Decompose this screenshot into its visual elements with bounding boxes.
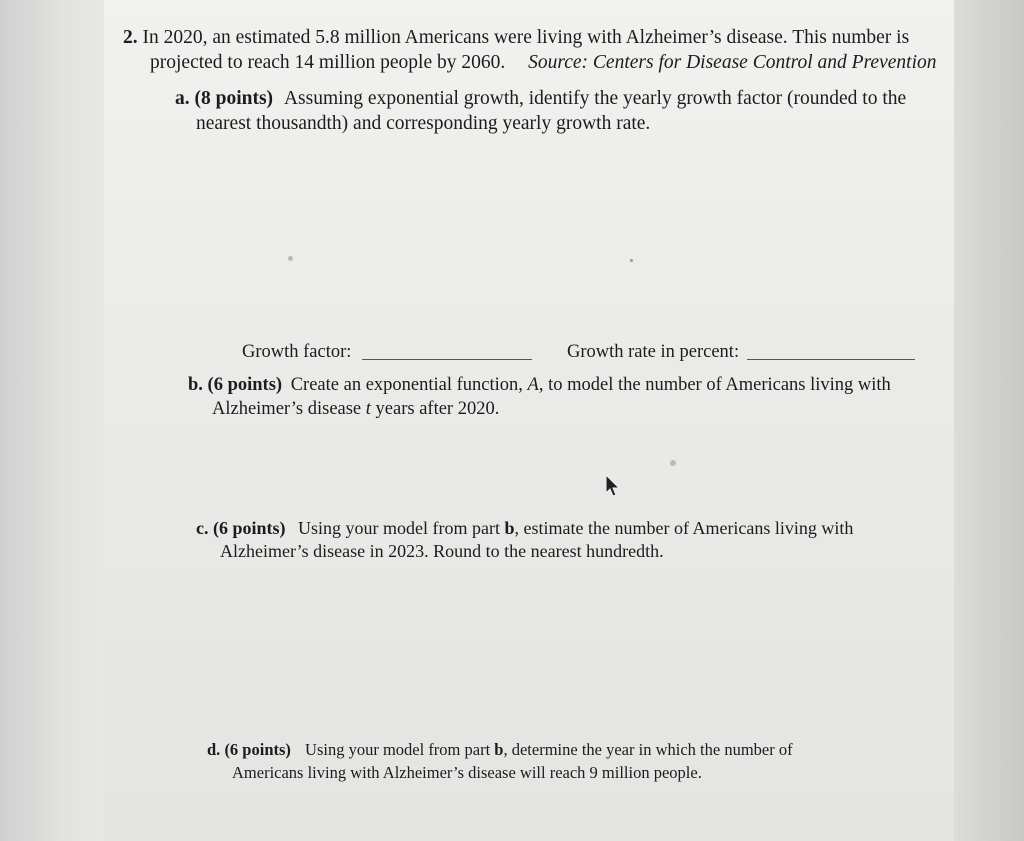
question-line-1	[123, 26, 909, 50]
part-a-line-1	[175, 87, 906, 111]
mouse-pointer-icon	[600, 474, 620, 498]
part-b-line-2	[212, 398, 499, 421]
part-a-text-1: Assuming exponential growth, identify the yearly growth factor (rounded to the	[283, 88, 907, 109]
part-d-text-1a: Using your model from part	[305, 740, 495, 759]
question-text-2: projected to reach 14 million people by 2060.	[150, 52, 506, 73]
question-number: 2.	[123, 27, 138, 48]
part-b-points: (6 points)	[207, 375, 283, 395]
growth-rate-label: Growth rate in percent:	[567, 342, 740, 362]
part-a-text-2: nearest thousandth) and corresponding yearly growth rate.	[196, 113, 651, 134]
part-b-letter: b.	[188, 375, 203, 395]
part-b-text-1a: Create an exponential function,	[290, 375, 528, 395]
part-c-letter: c.	[196, 518, 209, 538]
part-d-text-2: Americans living with Alzheimer’s disease will reach 9 million people.	[232, 763, 702, 782]
question-line-2	[150, 51, 936, 75]
source-citation: Source: Centers for Disease Control and Prevention	[528, 52, 937, 73]
paper-speck	[288, 256, 293, 261]
part-c-line-1	[196, 517, 853, 540]
part-a-points: (8 points)	[194, 88, 274, 109]
part-c-text-2: Alzheimer’s disease in 2023. Round to the nearest hundredth.	[220, 541, 664, 561]
part-b-line-1	[188, 374, 891, 397]
part-a-line-2	[196, 112, 650, 136]
part-b-var-t: t	[365, 399, 371, 419]
part-c-text-1a: Using your model from part	[298, 518, 505, 538]
question-text-1: In 2020, an estimated 5.8 million Americans were living with Alzheimer’s disease. This number is	[142, 27, 910, 48]
growth-factor-answer-blank[interactable]	[362, 359, 532, 360]
part-a-letter: a.	[175, 88, 190, 109]
part-d-text-1b: , determine the year in which the number of	[503, 740, 793, 759]
part-b-text-1b: , to model the number of Americans living with	[538, 375, 891, 395]
part-c-ref: b	[504, 518, 515, 538]
growth-rate-answer-blank[interactable]	[747, 359, 915, 360]
part-d-ref: b	[494, 740, 504, 759]
part-c-points: (6 points)	[213, 518, 286, 538]
part-c-text-1b: , estimate the number of Americans living with	[514, 518, 854, 538]
part-b-text-2a: Alzheimer’s disease	[212, 399, 366, 419]
monitor-bezel-right	[954, 0, 1024, 841]
part-d-line-2	[232, 761, 702, 784]
paper-speck	[630, 259, 633, 262]
part-c-line-2	[220, 540, 664, 563]
part-d-points: (6 points)	[224, 740, 291, 759]
part-b-var-a: A	[527, 375, 539, 395]
growth-factor-label: Growth factor:	[242, 342, 352, 362]
part-b-text-2b: years after 2020.	[370, 399, 500, 419]
part-d-line-1	[207, 738, 793, 761]
part-d-letter: d.	[207, 740, 221, 759]
paper-speck	[670, 460, 676, 466]
monitor-bezel-left	[0, 0, 104, 841]
